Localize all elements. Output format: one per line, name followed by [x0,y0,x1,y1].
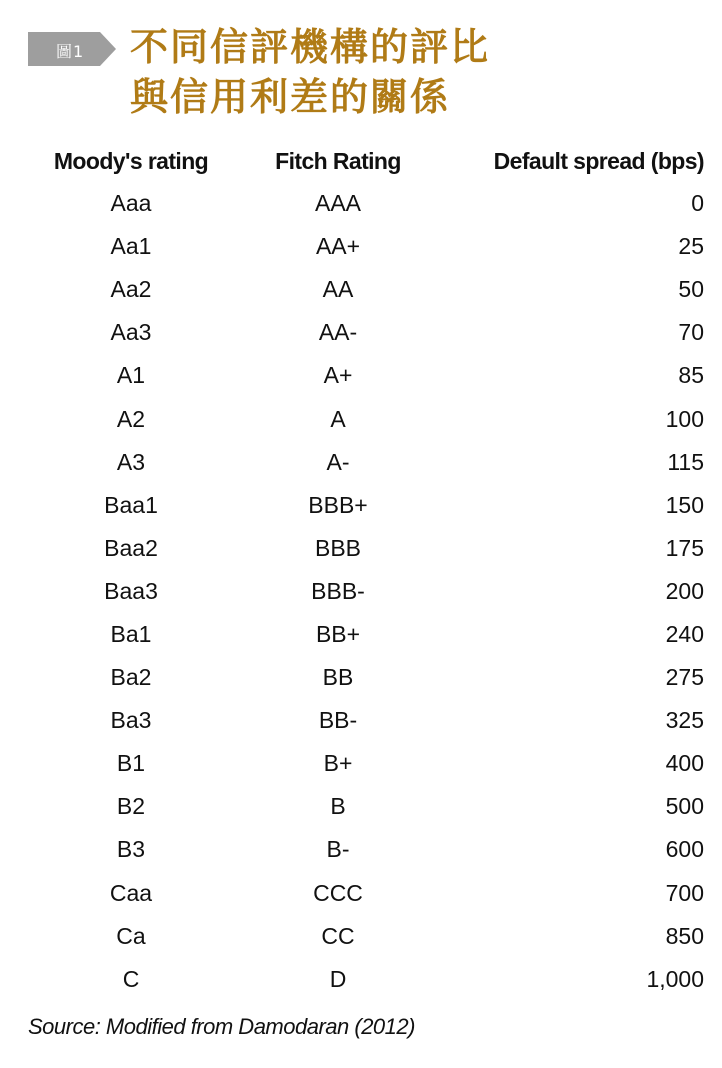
moodys-rating-cell: A1 [116,362,146,389]
default-spread-cell: 240 [665,620,704,647]
figure-title-line-1: 不同信評機構的評比 [130,24,491,69]
default-spread-cell: 150 [665,491,704,518]
fitch-rating-cell: B [330,793,346,820]
table-row [40,785,704,828]
header-fitch-rating: Fitch Rating [275,147,401,174]
moodys-rating-cell: A2 [116,405,146,432]
table-row [40,225,704,268]
moodys-rating-cell: B3 [116,836,146,863]
default-spread-cell: 85 [678,362,704,389]
default-spread-cell: 700 [665,879,704,906]
table-header-row [40,140,704,182]
moodys-rating-cell: Aa2 [110,276,152,303]
fitch-rating-cell: BBB+ [308,491,368,518]
default-spread-cell: 500 [665,793,704,820]
moodys-rating-cell: Aaa [110,190,152,217]
moodys-rating-cell: Ba1 [110,620,152,647]
default-spread-cell: 275 [665,664,704,691]
table-row [40,872,704,915]
figure-badge [28,32,116,66]
table-row [40,268,704,311]
default-spread-cell: 100 [665,405,704,432]
fitch-rating-cell: A+ [323,362,353,389]
default-spread-cell: 115 [667,448,704,475]
default-spread-cell: 50 [678,276,704,303]
default-spread-cell: 70 [678,319,704,346]
moodys-rating-cell: B2 [116,793,146,820]
moodys-rating-cell: Aa1 [110,233,152,260]
fitch-rating-cell: B- [326,836,350,863]
default-spread-cell: 0 [691,190,704,217]
default-spread-cell: 1,000 [646,965,704,992]
default-spread-cell: 25 [678,233,704,260]
ratings-table-body [40,182,704,1001]
default-spread-cell: 200 [665,577,704,604]
fitch-rating-cell: AA- [318,319,358,346]
header-moodys-rating: Moody's rating [53,147,209,174]
fitch-rating-cell: B+ [323,750,353,777]
default-spread-cell: 325 [665,707,704,734]
table-row [40,182,704,225]
ratings-table [40,140,704,1001]
fitch-rating-cell: BB+ [315,620,361,647]
moodys-rating-cell: Ba3 [110,707,152,734]
header-default-spread: Default spread (bps) [493,147,704,174]
table-row [40,699,704,742]
fitch-rating-cell: D [329,965,347,992]
figure-title-line-2: 與信用利差的關係 [130,74,451,119]
table-row [40,915,704,958]
default-spread-cell: 600 [665,836,704,863]
fitch-rating-cell: A [330,405,346,432]
figure-badge-label: 圖1 [56,42,85,61]
source-note: Source: Modified from Damodaran (2012) [28,1014,415,1039]
moodys-rating-cell: Ca [116,922,146,949]
moodys-rating-cell: B1 [116,750,146,777]
table-row [40,828,704,871]
fitch-rating-cell: CC [321,922,355,949]
default-spread-cell: 850 [665,922,704,949]
moodys-rating-cell: Caa [109,879,153,906]
table-row [40,613,704,656]
moodys-rating-cell: Baa3 [104,577,158,604]
table-row [40,570,704,613]
moodys-rating-cell: Ba2 [110,664,152,691]
fitch-rating-cell: AA+ [315,233,361,260]
fitch-rating-cell: AA [322,276,354,303]
table-row [40,527,704,570]
table-row [40,742,704,785]
fitch-rating-cell: AAA [314,190,362,217]
moodys-rating-cell: Baa2 [104,534,158,561]
fitch-rating-cell: CCC [313,879,363,906]
table-row [40,441,704,484]
moodys-rating-cell: C [122,965,140,992]
table-row [40,656,704,699]
fitch-rating-cell: BBB- [311,577,365,604]
fitch-rating-cell: BBB [314,534,362,561]
fitch-rating-cell: BB- [318,707,358,734]
fitch-rating-cell: BB [322,664,354,691]
default-spread-cell: 175 [665,534,704,561]
table-row [40,958,704,1001]
fitch-rating-cell: A- [326,448,350,475]
table-row [40,397,704,440]
default-spread-cell: 400 [665,750,704,777]
moodys-rating-cell: A3 [116,448,146,475]
moodys-rating-cell: Aa3 [110,319,152,346]
figure-title [130,22,610,122]
table-row [40,484,704,527]
table-row [40,354,704,397]
table-row [40,311,704,354]
moodys-rating-cell: Baa1 [104,491,158,518]
